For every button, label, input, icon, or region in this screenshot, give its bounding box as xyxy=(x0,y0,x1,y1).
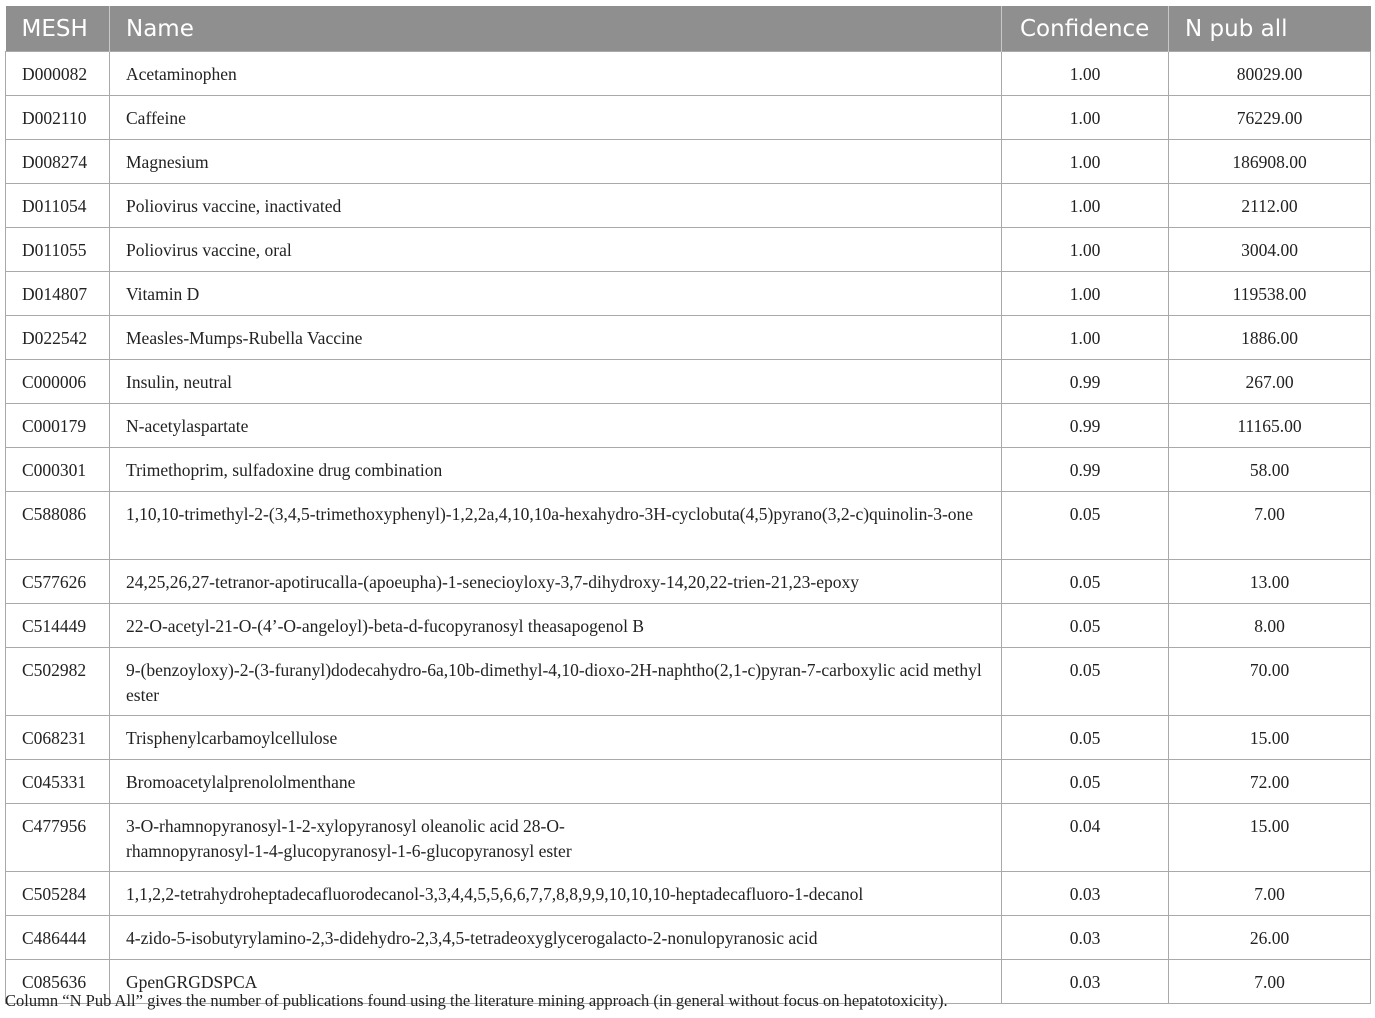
cell-npub: 80029.00 xyxy=(1169,52,1371,96)
cell-confidence: 0.04 xyxy=(1002,804,1169,872)
table-row xyxy=(6,360,1371,404)
cell-mesh: C477956 xyxy=(6,804,110,872)
cell-npub: 3004.00 xyxy=(1169,228,1371,272)
cell-confidence: 0.03 xyxy=(1002,960,1169,1004)
table-row xyxy=(6,228,1371,272)
table-row xyxy=(6,448,1371,492)
cell-confidence: 1.00 xyxy=(1002,272,1169,316)
cell-confidence: 0.99 xyxy=(1002,448,1169,492)
cell-mesh: D002110 xyxy=(6,96,110,140)
table-row xyxy=(6,804,1371,872)
cell-npub: 26.00 xyxy=(1169,916,1371,960)
cell-npub: 15.00 xyxy=(1169,804,1371,872)
header-name: Name xyxy=(110,6,1002,52)
cell-confidence: 0.05 xyxy=(1002,492,1169,560)
cell-npub: 8.00 xyxy=(1169,604,1371,648)
cell-npub: 72.00 xyxy=(1169,760,1371,804)
cell-name: Measles-Mumps-Rubella Vaccine xyxy=(110,316,1002,360)
cell-confidence: 1.00 xyxy=(1002,228,1169,272)
cell-name: 1,1,2,2-tetrahydroheptadecafluorodecanol-3,3,4,4,5,5,6,6,7,7,8,8,9,9,10,10,10-heptadecafluoro-1-decanol xyxy=(110,872,1002,916)
cell-mesh: C505284 xyxy=(6,872,110,916)
table-row xyxy=(6,140,1371,184)
table-row xyxy=(6,52,1371,96)
cell-name: Poliovirus vaccine, oral xyxy=(110,228,1002,272)
table-header xyxy=(6,6,1371,52)
cell-name: Trimethoprim, sulfadoxine drug combination xyxy=(110,448,1002,492)
cell-confidence: 1.00 xyxy=(1002,184,1169,228)
cell-mesh: C514449 xyxy=(6,604,110,648)
cell-confidence: 0.05 xyxy=(1002,648,1169,716)
cell-name: 24,25,26,27-tetranor-apotirucalla-(apoeupha)-1-senecioyloxy-3,7-dihydroxy-14,20,22-trien-21,23-epoxy xyxy=(110,560,1002,604)
cell-mesh: C000301 xyxy=(6,448,110,492)
cell-name: GpenGRGDSPCA xyxy=(110,960,1002,1004)
table-row xyxy=(6,872,1371,916)
cell-name: Poliovirus vaccine, inactivated xyxy=(110,184,1002,228)
compound-table xyxy=(5,6,1371,1004)
cell-npub: 58.00 xyxy=(1169,448,1371,492)
cell-npub: 7.00 xyxy=(1169,492,1371,560)
cell-name: 3-O-rhamnopyranosyl-1-2-xylopyranosyl oleanolic acid 28-O-rhamnopyranosyl-1-4-glucopyranosyl-1-6-glucopyranosyl ester xyxy=(110,804,1002,872)
cell-name: Trisphenylcarbamoylcellulose xyxy=(110,716,1002,760)
table-row xyxy=(6,760,1371,804)
table-row xyxy=(6,560,1371,604)
table-row xyxy=(6,604,1371,648)
cell-npub: 2112.00 xyxy=(1169,184,1371,228)
cell-mesh: C000179 xyxy=(6,404,110,448)
table-footnote: Column “N Pub All” gives the number of publications found using the literature mining approach (in general without focus on hepatotoxicity). xyxy=(5,991,948,1010)
cell-confidence: 1.00 xyxy=(1002,140,1169,184)
cell-confidence: 0.03 xyxy=(1002,916,1169,960)
table-row xyxy=(6,316,1371,360)
cell-name: Magnesium xyxy=(110,140,1002,184)
cell-mesh: C000006 xyxy=(6,360,110,404)
table-body xyxy=(6,52,1371,1004)
cell-mesh: D008274 xyxy=(6,140,110,184)
cell-mesh: C577626 xyxy=(6,560,110,604)
cell-npub: 1886.00 xyxy=(1169,316,1371,360)
cell-name: Insulin, neutral xyxy=(110,360,1002,404)
cell-npub: 70.00 xyxy=(1169,648,1371,716)
cell-confidence: 0.99 xyxy=(1002,404,1169,448)
cell-mesh: C486444 xyxy=(6,916,110,960)
table-row xyxy=(6,184,1371,228)
header-row xyxy=(6,6,1371,52)
table-row xyxy=(6,272,1371,316)
table-row xyxy=(6,716,1371,760)
table-row xyxy=(6,404,1371,448)
header-npub: N pub all xyxy=(1169,6,1371,52)
cell-name: Vitamin D xyxy=(110,272,1002,316)
cell-mesh: C085636 xyxy=(6,960,110,1004)
cell-name: Caffeine xyxy=(110,96,1002,140)
table-row xyxy=(6,492,1371,560)
cell-mesh: C502982 xyxy=(6,648,110,716)
header-mesh: MESH xyxy=(6,6,110,52)
cell-npub: 76229.00 xyxy=(1169,96,1371,140)
cell-npub: 7.00 xyxy=(1169,872,1371,916)
cell-name: 9-(benzoyloxy)-2-(3-furanyl)dodecahydro-6a,10b-dimethyl-4,10-dioxo-2H-naphtho(2,1-c)pyran-7-carboxylic acid methyl ester xyxy=(110,648,1002,716)
cell-npub: 119538.00 xyxy=(1169,272,1371,316)
table-row xyxy=(6,648,1371,716)
table-row xyxy=(6,916,1371,960)
header-confidence: Confidence xyxy=(1002,6,1169,52)
cell-confidence: 1.00 xyxy=(1002,316,1169,360)
cell-mesh: C045331 xyxy=(6,760,110,804)
cell-confidence: 1.00 xyxy=(1002,52,1169,96)
cell-confidence: 0.05 xyxy=(1002,604,1169,648)
cell-mesh: C588086 xyxy=(6,492,110,560)
cell-confidence: 0.05 xyxy=(1002,716,1169,760)
cell-name: N-acetylaspartate xyxy=(110,404,1002,448)
cell-mesh: C068231 xyxy=(6,716,110,760)
cell-npub: 7.00 xyxy=(1169,960,1371,1004)
cell-mesh: D022542 xyxy=(6,316,110,360)
table-row xyxy=(6,96,1371,140)
data-table-container xyxy=(5,6,1370,1004)
cell-npub: 11165.00 xyxy=(1169,404,1371,448)
cell-confidence: 0.05 xyxy=(1002,560,1169,604)
cell-name: Acetaminophen xyxy=(110,52,1002,96)
cell-mesh: D011054 xyxy=(6,184,110,228)
cell-npub: 267.00 xyxy=(1169,360,1371,404)
cell-confidence: 0.99 xyxy=(1002,360,1169,404)
cell-name: 1,10,10-trimethyl-2-(3,4,5-trimethoxyphenyl)-1,2,2a,4,10,10a-hexahydro-3H-cyclobuta(4,5)pyrano(3,2-c)quinolin-3-one xyxy=(110,492,1002,560)
cell-name: Bromoacetylalprenololmenthane xyxy=(110,760,1002,804)
cell-npub: 186908.00 xyxy=(1169,140,1371,184)
cell-confidence: 1.00 xyxy=(1002,96,1169,140)
cell-npub: 13.00 xyxy=(1169,560,1371,604)
cell-npub: 15.00 xyxy=(1169,716,1371,760)
cell-name: 4-zido-5-isobutyrylamino-2,3-didehydro-2,3,4,5-tetradeoxyglycerogalacto-2-nonulopyranosic acid xyxy=(110,916,1002,960)
cell-mesh: D014807 xyxy=(6,272,110,316)
cell-confidence: 0.03 xyxy=(1002,872,1169,916)
cell-mesh: D000082 xyxy=(6,52,110,96)
cell-name: 22-O-acetyl-21-O-(4’-O-angeloyl)-beta-d-fucopyranosyl theasapogenol B xyxy=(110,604,1002,648)
cell-confidence: 0.05 xyxy=(1002,760,1169,804)
cell-mesh: D011055 xyxy=(6,228,110,272)
